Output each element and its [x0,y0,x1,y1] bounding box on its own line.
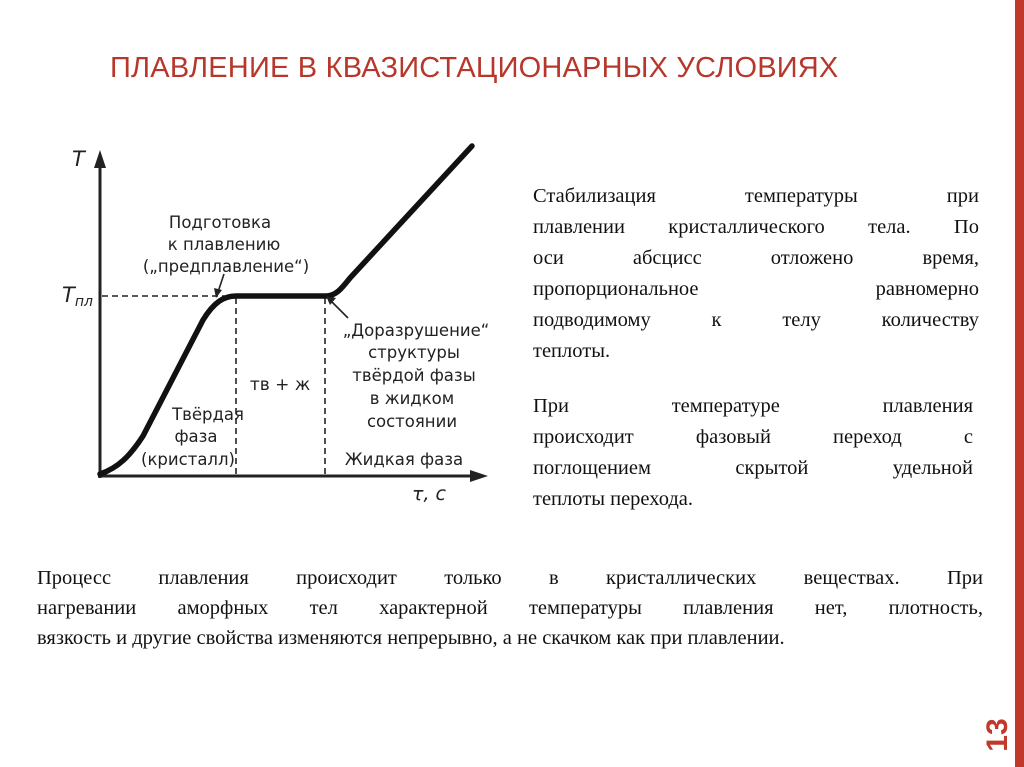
slide-number: 13 [981,718,1014,752]
premelt-label-line-1: Подготовка [168,213,272,232]
mixed-phase-label: тв + ж [249,375,311,395]
destruction-label-line-5: состоянии [366,412,458,431]
liquid-phase-label: Жидкая фаза [344,450,464,469]
para1-line: пропорциональное равномерно [533,278,979,300]
y-axis-label: T [72,147,85,171]
para2-line: поглощением скрытой удельной [533,457,973,479]
para3-line: нагревании аморфных тел характерной температуры плавления нет, плотность, [37,597,983,619]
solid-label-line-2: фаза [174,427,218,446]
solid-label-line-1: Твёрдая [172,405,244,424]
para1-line: подводимому к телу количеству [533,309,979,331]
accent-sidebar [1015,0,1024,767]
x-axis-label: τ, с [412,483,446,505]
destruction-label-line-1: „Доразрушение“ [342,321,490,340]
x-axis-arrow [470,470,488,482]
para3-line: вязкость и другие свойства изменяются непрерывно, а не скачком как при плавлении. [37,627,785,649]
y-axis-arrow [94,150,106,168]
slide-title: ПЛАВЛЕНИЕ В КВАЗИСТАЦИОНАРНЫХ УСЛОВИЯХ [110,52,839,84]
melt-temp-label: Tпл [62,283,93,310]
destruction-arrow [330,300,348,318]
para2-line: происходит фазовый переход с [533,426,973,448]
paragraph-phase-transition [533,391,973,515]
paragraph-stabilization [533,181,979,367]
premelt-label-line-2: к плавлению [167,235,281,254]
para3-line: Процесс плавления происходит только в кристаллических веществах. При [37,567,983,589]
para2-line: теплоты перехода. [533,488,694,510]
para1-line: плавлении кристаллического тела. По [533,216,979,238]
melting-curve-svg [58,138,508,508]
destruction-label-line-4: в жидком [369,389,455,408]
destruction-label-line-3: твёрдой фазы [352,366,476,385]
para1-line: Стабилизация температуры при [533,185,979,207]
para1-line: теплоты. [533,340,611,362]
destruction-label-line-2: структуры [368,343,460,362]
premelt-label-line-3: („предплавление“) [142,257,310,276]
para2-line: При температуре плавления [533,395,973,417]
paragraph-amorphous [37,563,983,653]
melting-diagram [58,138,508,508]
solid-label-line-3: (кристалл) [141,450,235,469]
para1-line: оси абсцисс отложено время, [533,247,979,269]
